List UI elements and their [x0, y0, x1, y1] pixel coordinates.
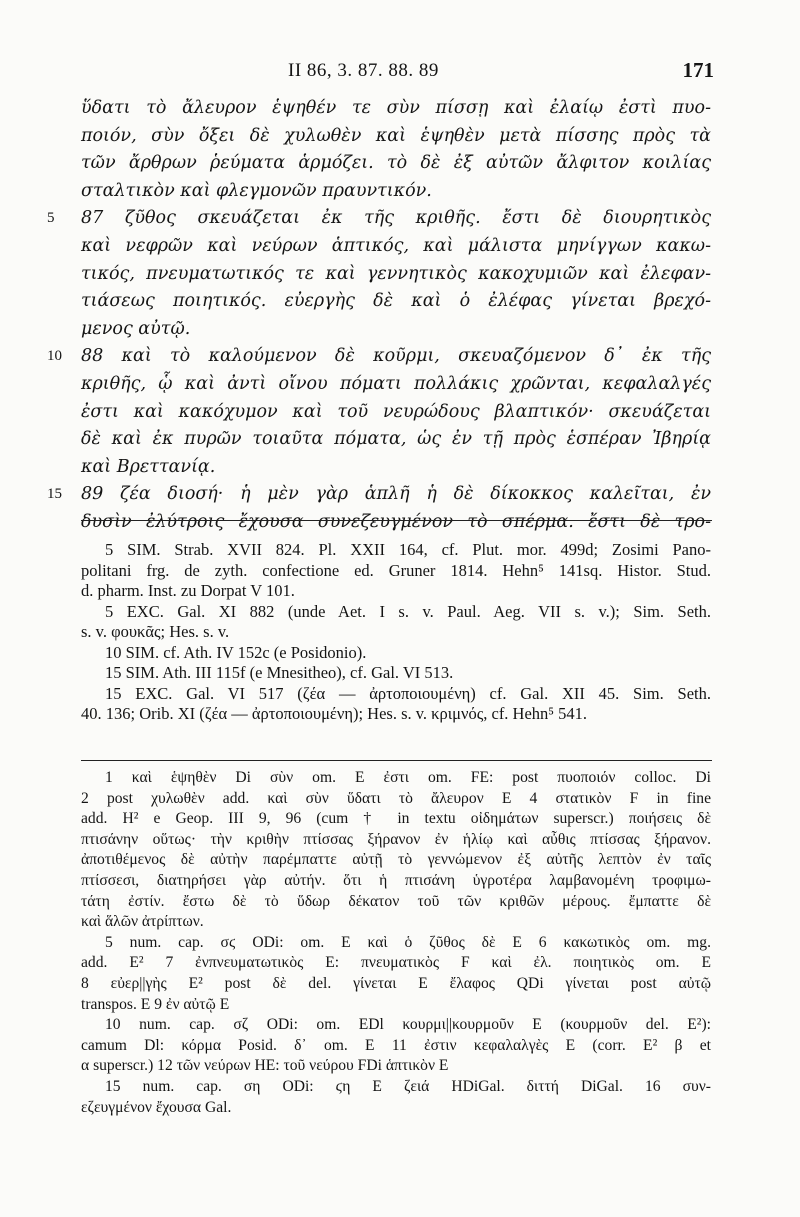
- line-text: ὕδατι τὸ ἄλευρον ἑψηθέν τε σὺν πίσσῃ καὶ ἐλαίῳ ἐστὶ πυο-: [81, 98, 711, 118]
- source-line: 40. 136; Orib. XI (ζέα — ἀρτοποιουμένη); Hes. s. v. κριμνός, cf. Hehn⁵ 541.: [81, 704, 588, 723]
- text-line: [81, 95, 711, 123]
- apparatus-line: add. H² e Geop. III 9, 96 (cum † in textu οἰδημάτων superscr.) ποιήσεις δὲ: [81, 810, 711, 828]
- line-number: 5: [47, 210, 55, 227]
- apparatus-line: 5 num. cap. σϛ ODi: om. E καὶ ὁ ζῦθος δὲ E 6 κακωτικὸς om. mg.: [105, 933, 711, 951]
- source-line: d. pharm. Inst. zu Dorpat V 101.: [81, 581, 295, 600]
- apparatus-line: camum Dl: κόρμα Posid. δ᾽ om. E 11 ἐστιν κεφαλαλγὲς E (corr. E² β et: [81, 1036, 711, 1054]
- critical-apparatus: [81, 768, 711, 1118]
- apparatus-line: ἀποτιθέμενος δὲ αὐτὴν παρέμπαττε αὐτῇ τὸ γεννώμενον ἐξ αὐτῆς λεπτὸν ἐν ταῖς: [81, 851, 711, 869]
- line-number: 15: [47, 486, 62, 503]
- line-text: ποιόν, σὺν ὄξει δὲ χυλωθὲν καὶ ἑψηθὲν μετὰ πίσσης πρὸς τὰ: [81, 125, 711, 146]
- apparatus-line: transpos. E 9 ἐν αὐτῷ E: [81, 995, 230, 1013]
- line-text: κριθῆς, ᾧ καὶ ἀντὶ οἴνου πόματι πολλάκις χρῶνται, κεφαλαλγές: [81, 373, 711, 394]
- line-text: δὲ καὶ ἐκ πυρῶν τοιαῦτα πόματα, ὡς ἐν τῇ πρὸς ἑσπέραν Ἰβηρίᾳ: [81, 429, 711, 450]
- running-head-reference: II 86, 3. 87. 88. 89: [288, 60, 439, 81]
- apparatus-line: καὶ ἅλῶν ἀτρίπτων.: [81, 913, 204, 931]
- apparatus-line: 2 post χυλωθὲν add. καὶ σὺν ὕδατι τὸ ἄλευρον E 4 στατικὸν F in fine: [81, 789, 711, 807]
- text-line: [81, 509, 711, 537]
- apparatus-line: 15 num. cap. ση ODi: ϛη E ζειά HDiGal. διττή DiGal. 16 συν-: [105, 1077, 711, 1095]
- apparatus-line: α superscr.) 12 τῶν νεύρων HE: τοῦ νεύρου FDi ἁπτικὸν E: [81, 1057, 449, 1075]
- line-number: 10: [47, 348, 62, 365]
- text-line: [81, 233, 711, 261]
- line-text: μενος αὐτῷ.: [81, 318, 191, 339]
- text-line: [81, 150, 711, 178]
- divider: [81, 760, 712, 761]
- source-line: 5 EXC. Gal. XI 882 (unde Aet. I s. v. Paul. Aeg. VII s. v.); Sim. Seth.: [105, 601, 711, 621]
- line-text: 89 ζέα διοσή· ἡ μὲν γὰρ ἁπλῆ ἡ δὲ δίκοκκος καλεῖται, ἐν: [81, 484, 711, 505]
- page-header: [88, 60, 714, 86]
- text-line: [81, 371, 711, 399]
- main-text: [47, 95, 711, 537]
- source-line: 15 SIM. Ath. III 115f (e Mnesitheo), cf. Gal. VI 513.: [105, 663, 454, 682]
- text-line: [47, 343, 711, 371]
- divider: [81, 520, 712, 521]
- line-text: καὶ νεφρῶν καὶ νεύρων ἁπτικός, καὶ μάλιστα μηνίγγων κακω-: [81, 235, 711, 256]
- apparatus-line: 10 num. cap. σζ ODi: om. EDl κουρμι||κουρμοῦν E (κουρμοῦν del. E²):: [105, 1016, 711, 1034]
- line-text: 88 καὶ τὸ καλούμενον δὲ κοῦρμι, σκευαζόμενον δ᾽ ἐκ τῆς: [81, 346, 711, 367]
- source-line: politani frg. de zyth. confectione ed. Gruner 1814. Hehn⁵ 141sq. Histor. Stud.: [81, 560, 711, 580]
- line-text: τιάσεως ποιητικός. εὐεργὴς δὲ καὶ ὁ ἐλέφας γίνεται βρεχό-: [81, 291, 711, 312]
- apparatus-line: 8 εὐερ||γὴς E² post δὲ del. γίνεται E ἔλαφος QDi γίνεται post αὐτῷ: [81, 974, 711, 992]
- text-line: [81, 288, 711, 316]
- text-line: [81, 178, 711, 206]
- apparatus-line: add. E² 7 ἐνπνευματωτικὸς E: πνευματικὸς F καὶ ἐλ. ποιητικὸς om. E: [81, 954, 711, 972]
- text-line: [81, 261, 711, 289]
- line-text: δυσὶν ἐλύτροις ἔχουσα συνεζευγμένον τὸ σπέρμα. ἔστι δὲ τρο-: [81, 511, 711, 532]
- line-text: 87 ζῦθος σκευάζεται ἐκ τῆς κριθῆς. ἔστι δὲ διουρητικὸς: [81, 208, 711, 229]
- text-line: [81, 399, 711, 427]
- source-line: s. v. φουκᾶς; Hes. s. v.: [81, 622, 230, 641]
- text-line: [81, 426, 711, 454]
- text-line: [81, 454, 711, 482]
- line-text: ἐστι καὶ κακόχυμον καὶ τοῦ νευρώδους βλαπτικόν· σκευάζεται: [81, 401, 711, 422]
- apparatus-line: 1 καὶ ἑψηθὲν Di σὺν om. E ἐστι om. FE: post πυοποιόν colloc. Di: [105, 769, 711, 786]
- apparatus-line: τάτη ἐστίν. ἔστω δὲ τὸ ὕδωρ δέκατον τοῦ τῶν κριθῶν μέρους. ἔμπαττε δὲ: [81, 892, 711, 910]
- line-text: τῶν ἄρθρων ῥεύματα ἁρμόζει. τὸ δὲ ἐξ αὐτῶν ἄλφιτον κοιλίας: [81, 153, 711, 174]
- line-text: τικός, πνευματωτικός τε καὶ γεννητικὸς κακοχυμιῶν καὶ ἐλεφαν-: [81, 263, 711, 284]
- text-line: [81, 123, 711, 151]
- source-line: 5 SIM. Strab. XVII 824. Pl. XXII 164, cf. Plut. mor. 499d; Zosimi Pano-: [105, 540, 711, 559]
- line-text: καὶ Βρεττανίᾳ.: [81, 456, 216, 477]
- source-line: 15 EXC. Gal. VI 517 (ζέα — ἀρτοποιουμένη) cf. Gal. XII 45. Sim. Seth.: [105, 683, 711, 703]
- source-line: 10 SIM. cf. Ath. IV 152c (e Posidonio).: [105, 642, 367, 662]
- sources-apparatus: [81, 540, 711, 725]
- apparatus-line: πτισάνην οὕτως· τὴν κριθὴν πτίσσας ξήρανον ἐν ἡλίῳ καὶ αὖθις πτίσσας ξήρανον.: [81, 830, 711, 848]
- text-line: [47, 481, 711, 509]
- apparatus-line: εζευγμένον ἔχουσα Gal.: [81, 1098, 232, 1116]
- page-number: 171: [682, 58, 714, 82]
- line-text: σταλτικὸν καὶ φλεγμονῶν πραυντικόν.: [81, 180, 432, 201]
- text-line: [81, 316, 711, 344]
- text-line: [47, 205, 711, 233]
- apparatus-line: πτίσσεσι, διατηρήσει γὰρ αὐτήν. ὅτι ἡ πτισάνη ὑγροτέρα λαμβανομένη τροφιμω-: [81, 871, 711, 889]
